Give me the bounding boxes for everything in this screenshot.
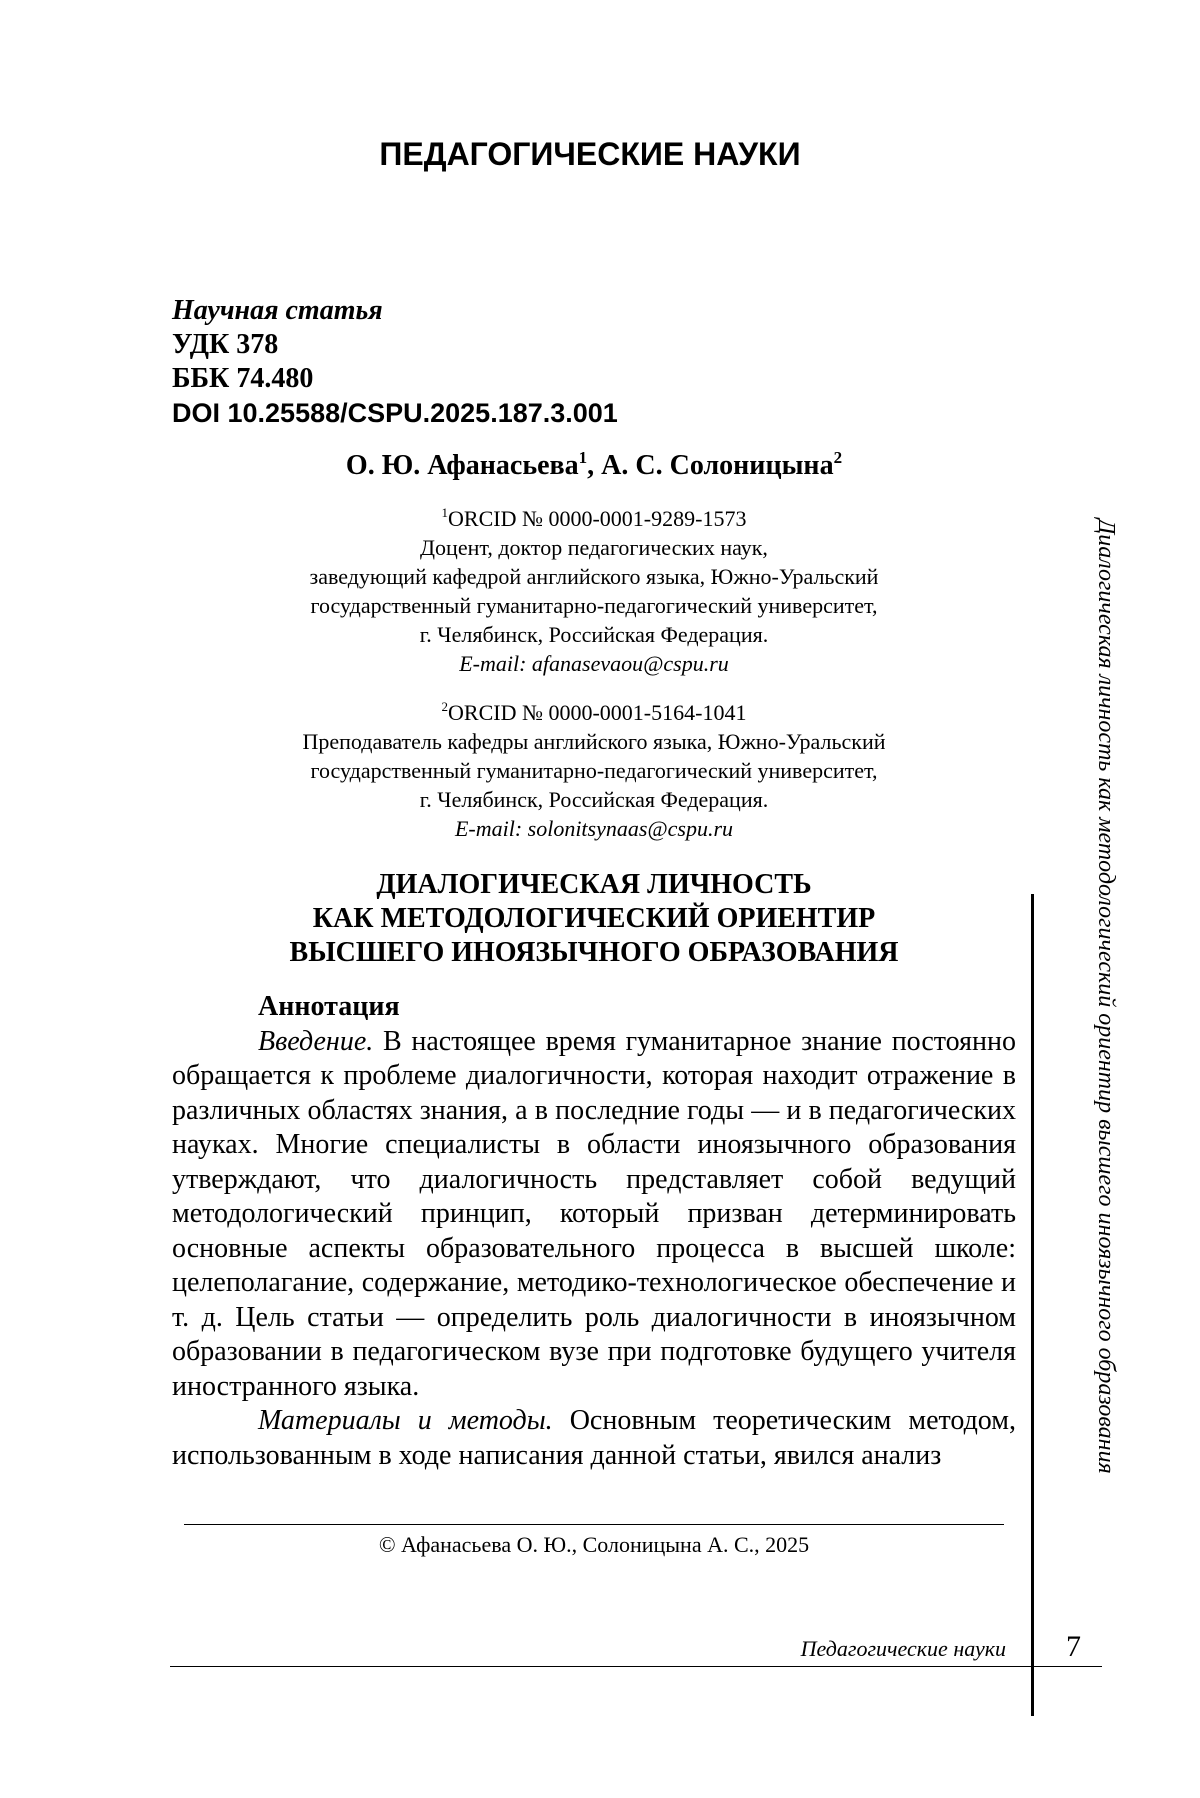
intro-text: В настоящее время гуманитарное знание постоянно обращается к проблеме диалогичности, которая находит отражение в различных областях знания, а в последние годы — и в педагогических науках. Многие специалисты в области иноязычного образования утверждают, что диалогичность представляет собой ведущий методологический принцип, который призван детерминировать основные аспекты образовательного процесса в высшей школе: целеполагание, содержание, методико-технологическое обеспечение и т. д. Цель статьи — определить роль диалогичности в иноязычном образовании в педагогическом вузе при подготовке будущего учителя иностранного языка. (172, 1025, 1016, 1402)
email-1[interactable]: E-mail: afanasevaou@cspu.ru (459, 651, 729, 676)
authors (172, 450, 1016, 482)
side-rule (1031, 894, 1034, 1716)
section-heading: ПЕДАГОГИЧЕСКИЕ НАУКИ (379, 136, 801, 172)
author-2-mark: 2 (833, 448, 843, 467)
author-2: А. С. Солоницына (601, 450, 834, 481)
title-line: КАК МЕТОДОЛОГИЧЕСКИЙ ОРИЕНТИР (312, 903, 876, 934)
affiliation-1-line: государственный гуманитарно-педагогический университет, (310, 593, 878, 618)
affiliation-1-line: г. Челябинск, Российская Федерация. (419, 622, 769, 647)
affiliation-2-line: государственный гуманитарно-педагогический университет, (310, 758, 878, 783)
abstract-methods (172, 1404, 1016, 1473)
abstract-introduction (172, 1025, 1016, 1405)
article-title (172, 868, 1016, 970)
affiliation-1 (172, 504, 1016, 678)
affiliation-1-line: Доцент, доктор педагогических наук, (420, 535, 768, 560)
journal-name: Педагогические науки (800, 1636, 1006, 1661)
author-1: О. Ю. Афанасьева (345, 450, 579, 481)
udk-code: УДК 378 (172, 329, 279, 360)
title-line: ДИАЛОГИЧЕСКАЯ ЛИЧНОСТЬ (376, 869, 812, 900)
orcid-2: $^2$ORCID № 0000-0001-5164-1041 (441, 699, 747, 725)
affiliation-2-line: г. Челябинск, Российская Федерация. (419, 787, 769, 812)
methods-label: Материалы и методы. (258, 1405, 553, 1436)
methods-text: Основным теоретическим методом, использованным в ходе написания данной статьи, явился анализ (172, 1405, 1016, 1471)
doi[interactable]: DOI 10.25588/CSPU.2025.187.3.001 (172, 398, 618, 428)
affiliation-2-line: Преподаватель кафедры английского языка, Южно-Уральский (302, 729, 886, 754)
email-2[interactable]: E-mail: solonitsynaas@cspu.ru (454, 816, 734, 841)
bbk-code: ББК 74.480 (172, 363, 314, 394)
affiliation-2 (172, 698, 1016, 843)
affiliation-1-mark: 1 (441, 505, 449, 520)
author-1-mark: 1 (578, 448, 588, 467)
page-number: 7 (1066, 1630, 1081, 1663)
affiliation-1-line: заведующий кафедрой английского языка, Южно-Уральский (309, 564, 879, 589)
author-separator: , (587, 450, 602, 481)
abstract-heading: Аннотация (258, 991, 400, 1022)
running-title-text: Диалогическая личность как методологический ориентир высшего иноязычного образования (1093, 518, 1119, 1474)
copyright: © Афанасьева О. Ю., Солоницына А. С., 2025 (378, 1532, 810, 1557)
footnote-divider (184, 1524, 1004, 1525)
intro-label: Введение. (258, 1025, 374, 1057)
running-title (1092, 516, 1122, 1476)
affiliation-2-mark: 2 (441, 699, 449, 714)
footer-rule (170, 1666, 1102, 1667)
article-meta (172, 294, 618, 430)
orcid-1: $^1$ORCID № 0000-0001-9289-1573 (441, 505, 747, 531)
abstract (172, 990, 1016, 1473)
title-line: ВЫСШЕГО ИНОЯЗЫЧНОГО ОБРАЗОВАНИЯ (289, 937, 899, 968)
article-type: Научная статья (172, 295, 383, 326)
